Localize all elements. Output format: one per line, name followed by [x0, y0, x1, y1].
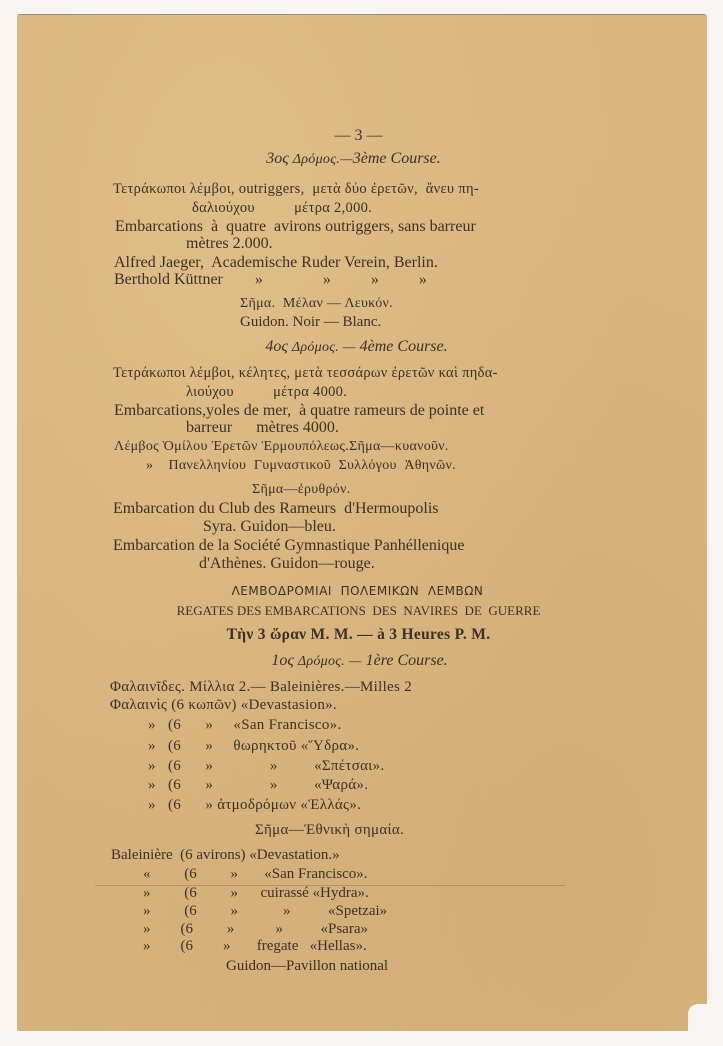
- entry-line: » (6 » cuirassé «Hydra».: [143, 885, 369, 901]
- entry-line: » (6 » » «Spetzai»: [143, 903, 388, 919]
- flag-line: Guidon—Pavillon national: [226, 958, 389, 974]
- torn-corner: [688, 1004, 708, 1032]
- text-line: Σῆμα. Μέλαν — Λευκόν.: [240, 296, 393, 311]
- text-line: Λέμβος Ὁμίλου Ἐρετῶν Ἑρμουπόλεως.Σῆμα—κυανοῦν.: [114, 439, 449, 454]
- text-line: Embarcations,yoles de mer, à quatre rameurs de pointe et: [114, 402, 485, 419]
- ordinal-fr: 1ère: [365, 652, 394, 669]
- text-line: » Πανελληνίου Γυμναστικοῦ Συλλόγου Ἀθηνῶν.: [146, 458, 456, 473]
- ordinal-fr: 3ème: [352, 150, 387, 167]
- entry-line: » (6 » » «Ψαρά».: [148, 777, 369, 793]
- ordinal-gr: 4ος: [265, 338, 288, 355]
- heading-fr: Course.: [397, 652, 448, 669]
- heading-gr: Δρόμος. —: [291, 340, 356, 355]
- entry-line: » (6 » θωρηκτοῦ «Ὕδρα».: [148, 738, 360, 754]
- entry-line: » (6 » » «Psara»: [143, 921, 368, 937]
- text-line: Σῆμα—ἐρυθρόν.: [252, 482, 351, 497]
- entry-line: Φαλαινῖδες. Μίλλια 2.— Baleinières.—Milles 2: [110, 679, 413, 695]
- war-regatta-title-gr: ΛΕΜΒΟΔΡΟΜΙΑΙ ΠΟΛΕΜΙΚΩΝ ΛΕΜΒΩΝ: [231, 584, 484, 598]
- heading-fr: Course.: [390, 150, 441, 167]
- text-line: barreur mètres 4000.: [186, 419, 339, 436]
- heading-gr: Δρόμος.—: [292, 152, 353, 167]
- text-line: Guidon. Noir — Blanc.: [240, 314, 382, 330]
- ordinal-gr: 1ος: [271, 652, 294, 669]
- text-line: Embarcations à quatre avirons outriggers, sans barreur: [115, 218, 476, 235]
- text-line: Τετράκωποι λέμβοι, outriggers, μετὰ δύο ἐρετῶν, ἄνευ πη-: [113, 181, 479, 197]
- text-line: Berthold Küttner » » » »: [114, 271, 427, 288]
- entry-line: Φαλαινὶς (6 κωπῶν) «Devastasion».: [110, 697, 337, 713]
- text-line: Embarcation de la Société Gymnastique Panhéllenique: [113, 537, 465, 554]
- course-1-heading: [0, 652, 721, 671]
- entry-line: » (6 » ἀτμοδρόμων «Ἑλλάς».: [148, 797, 362, 813]
- start-time: Τὴν 3 ὥραν Μ. Μ. — à 3 Heures P. M.: [226, 626, 491, 643]
- text-line: Syra. Guidon—bleu.: [203, 518, 336, 535]
- heading-gr: Δρόμος. —: [297, 654, 362, 669]
- text-line: d'Athènes. Guidon—rouge.: [199, 555, 375, 572]
- heading-fr: Course.: [397, 338, 448, 355]
- flag-line: Σῆμα—Ἐθνικὴ σημαία.: [255, 822, 405, 838]
- text-line: λιούχου μέτρα 4000.: [186, 384, 348, 400]
- entry-line: » (6 » » «Σπέτσαι».: [148, 758, 385, 774]
- text-line: Embarcation du Club des Rameurs d'Hermoupolis: [113, 500, 439, 517]
- entry-line: Baleinière (6 avirons) «Devastation.»: [111, 847, 340, 863]
- war-regatta-title-fr: REGATES DES EMBARCATIONS DES NAVIRES DE GUERRE: [176, 603, 541, 618]
- text-line: Alfred Jaeger, Academische Ruder Verein, Berlin.: [114, 254, 438, 271]
- entry-line: » (6 » fregate «Hellas».: [143, 938, 367, 954]
- section-4-heading: [0, 338, 718, 357]
- ordinal-fr: 4ème: [359, 338, 394, 355]
- entry-line: » (6 » «San Francisco».: [148, 717, 342, 733]
- entry-line: « (6 » «San Francisco».: [143, 866, 368, 882]
- ordinal-gr: 3ος: [266, 150, 289, 167]
- page-number: — 3 —: [334, 127, 383, 144]
- text-line: mètres 2.000.: [186, 235, 273, 252]
- text-line: δαλιούχου μέτρα 2,000.: [192, 200, 373, 216]
- text-line: Τετράκωποι λέμβοι, κέλητες, μετὰ τεσσάρων ἐρετῶν καὶ πηδα-: [113, 365, 498, 381]
- section-3-heading: [0, 150, 715, 169]
